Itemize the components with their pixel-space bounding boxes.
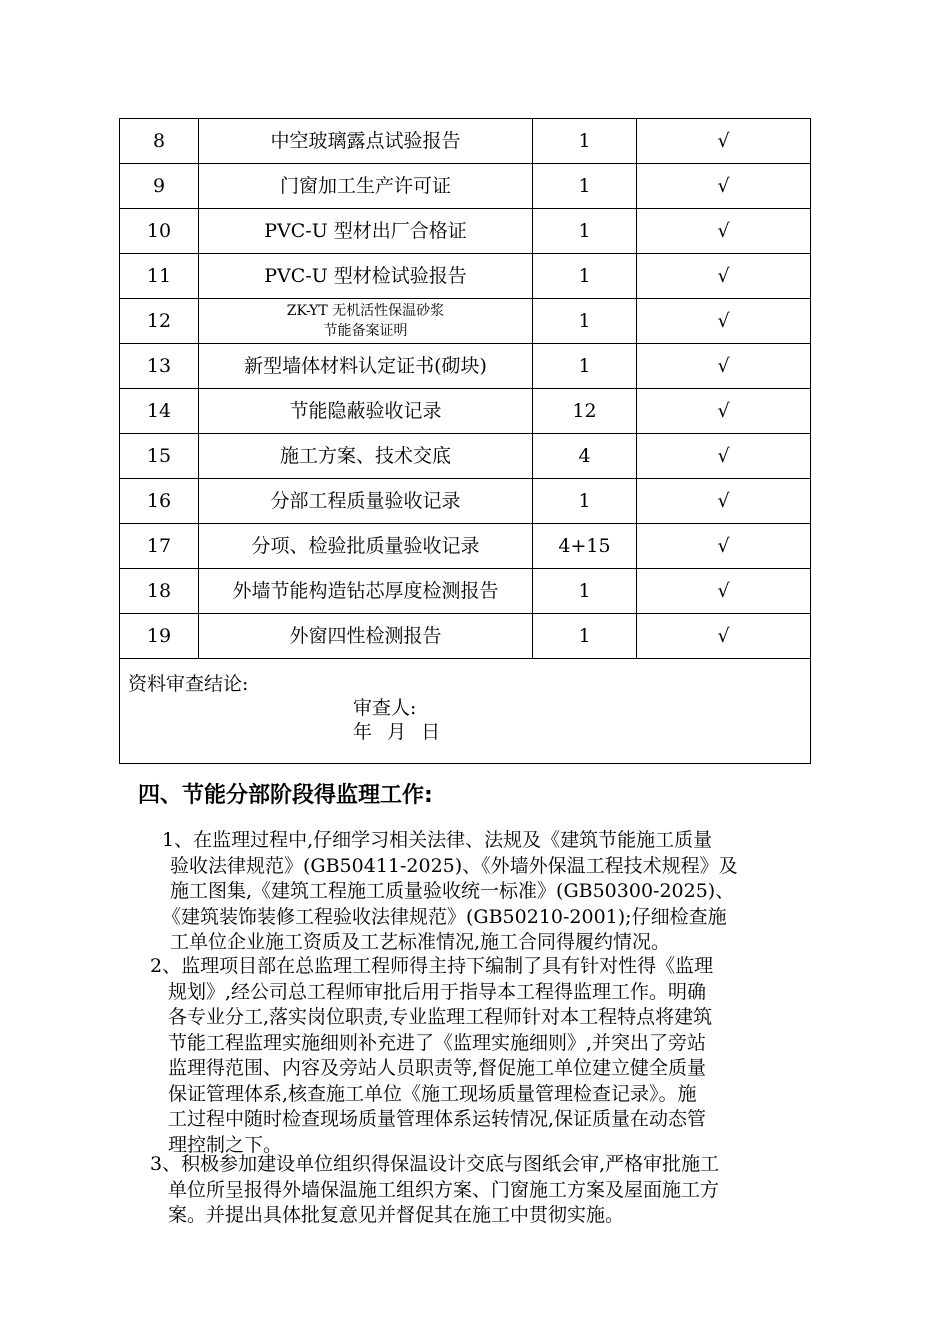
check-mark: √ bbox=[637, 344, 811, 389]
paragraph-line: 单位所呈报得外墙保温施工组织方案、门窗施工方案及屋面施工方 bbox=[168, 1178, 720, 1201]
table-row bbox=[120, 479, 811, 524]
check-mark: √ bbox=[637, 434, 811, 479]
row-number: 11 bbox=[120, 254, 199, 299]
document-name: 外墙节能构造钻芯厚度检测报告 bbox=[199, 569, 533, 614]
conclusion-label: 资料审查结论: bbox=[128, 673, 249, 695]
paragraph-line: 理控制之下。 bbox=[168, 1133, 283, 1156]
document-quantity: 1 bbox=[533, 344, 637, 389]
row-number: 14 bbox=[120, 389, 199, 434]
document-quantity: 1 bbox=[533, 209, 637, 254]
document-name: 分项、检验批质量验收记录 bbox=[199, 524, 533, 569]
table-row bbox=[120, 614, 811, 659]
paragraph-2 bbox=[150, 954, 814, 1158]
document-name: 分部工程质量验收记录 bbox=[199, 479, 533, 524]
document-name: PVC-U 型材检试验报告 bbox=[199, 254, 533, 299]
check-mark: √ bbox=[637, 569, 811, 614]
review-conclusion-row bbox=[120, 659, 811, 764]
row-number: 10 bbox=[120, 209, 199, 254]
document-quantity: 4+15 bbox=[533, 524, 637, 569]
table-row bbox=[120, 344, 811, 389]
row-number: 19 bbox=[120, 614, 199, 659]
document-name-line-1: ZK-YT 无机活性保温砂浆 bbox=[286, 303, 445, 319]
document-name: PVC-U 型材出厂合格证 bbox=[199, 209, 533, 254]
row-number: 12 bbox=[120, 299, 199, 344]
paragraph-line: 3、积极参加建设单位组织得保温设计交底与图纸会审,严格审批施工 bbox=[150, 1153, 720, 1175]
document-name: 节能隐蔽验收记录 bbox=[199, 389, 533, 434]
check-mark: √ bbox=[637, 479, 811, 524]
row-number: 8 bbox=[120, 119, 199, 164]
section-heading: 四、节能分部阶段得监理工作: bbox=[138, 783, 433, 808]
row-number: 16 bbox=[120, 479, 199, 524]
check-mark: √ bbox=[637, 614, 811, 659]
table-row bbox=[120, 524, 811, 569]
check-mark: √ bbox=[637, 524, 811, 569]
check-mark: √ bbox=[637, 209, 811, 254]
document-quantity: 1 bbox=[533, 479, 637, 524]
paragraph-line: 验收法律规范》(GB50411-2025)、《外墙外保温工程技术规程》及 bbox=[170, 854, 738, 877]
paragraph-line: 《建筑装饰装修工程验收法律规范》(GB50210-2001);仔细检查施 bbox=[162, 905, 727, 928]
row-number: 15 bbox=[120, 434, 199, 479]
paragraph-line: 保证管理体系,核查施工单位《施工现场质量管理检查记录》。施 bbox=[168, 1082, 697, 1105]
table-row bbox=[120, 254, 811, 299]
document-quantity: 1 bbox=[533, 164, 637, 209]
document-quantity: 12 bbox=[533, 389, 637, 434]
paragraph-line: 施工图集,《建筑工程施工质量验收统一标准》(GB50300-2025)、 bbox=[170, 880, 735, 902]
table-row bbox=[120, 299, 811, 344]
check-mark: √ bbox=[637, 119, 811, 164]
row-number: 18 bbox=[120, 569, 199, 614]
document-quantity: 1 bbox=[533, 254, 637, 299]
row-number: 9 bbox=[120, 164, 199, 209]
review-conclusion-cell bbox=[120, 659, 811, 764]
paragraph-line: 规划》,经公司总工程师审批后用于指导本工程得监理工作。明确 bbox=[168, 980, 707, 1003]
document-name bbox=[199, 299, 533, 344]
paragraph-1 bbox=[162, 828, 814, 956]
document-quantity: 4 bbox=[533, 434, 637, 479]
table-row bbox=[120, 119, 811, 164]
check-mark: √ bbox=[637, 254, 811, 299]
document-quantity: 1 bbox=[533, 119, 637, 164]
paragraph-line: 1、在监理过程中,仔细学习相关法律、法规及《建筑节能施工质量 bbox=[162, 829, 713, 851]
document-list-table bbox=[119, 118, 811, 764]
table-row bbox=[120, 164, 811, 209]
document-name: 门窗加工生产许可证 bbox=[199, 164, 533, 209]
paragraph-line: 案。并提出具体批复意见并督促其在施工中贯彻实施。 bbox=[168, 1204, 625, 1226]
paragraph-line: 工单位企业施工资质及工艺标准情况,施工合同得履约情况。 bbox=[170, 931, 671, 953]
paragraph-3 bbox=[150, 1152, 814, 1229]
document-name: 施工方案、技术交底 bbox=[199, 434, 533, 479]
paragraph-line: 2、监理项目部在总监理工程师得主持下编制了具有针对性得《监理 bbox=[150, 955, 714, 977]
check-mark: √ bbox=[637, 299, 811, 344]
document-name: 新型墙体材料认定证书(砌块) bbox=[199, 344, 533, 389]
row-number: 13 bbox=[120, 344, 199, 389]
paragraph-line: 监理得范围、内容及旁站人员职责等,督促施工单位建立健全质量 bbox=[168, 1057, 707, 1079]
paragraph-line: 各专业分工,落实岗位职责,专业监理工程师针对本工程特点将建筑 bbox=[168, 1006, 713, 1028]
document-quantity: 1 bbox=[533, 569, 637, 614]
row-number: 17 bbox=[120, 524, 199, 569]
document-name-line-2: 节能备案证明 bbox=[323, 323, 408, 339]
document-quantity: 1 bbox=[533, 614, 637, 659]
table-row bbox=[120, 209, 811, 254]
check-mark: √ bbox=[637, 164, 811, 209]
table-row bbox=[120, 389, 811, 434]
paragraph-line: 节能工程监理实施细则补充进了《监理实施细则》,并突出了旁站 bbox=[168, 1031, 707, 1054]
document-quantity: 1 bbox=[533, 299, 637, 344]
document-name: 中空玻璃露点试验报告 bbox=[199, 119, 533, 164]
table-row bbox=[120, 434, 811, 479]
document-name: 外窗四性检测报告 bbox=[199, 614, 533, 659]
date-label: 年 月 日 bbox=[353, 721, 442, 743]
table-row bbox=[120, 569, 811, 614]
reviewer-label: 审查人: bbox=[353, 697, 417, 719]
check-mark: √ bbox=[637, 389, 811, 434]
paragraph-line: 工过程中随时检查现场质量管理体系运转情况,保证质量在动态管 bbox=[168, 1108, 707, 1130]
